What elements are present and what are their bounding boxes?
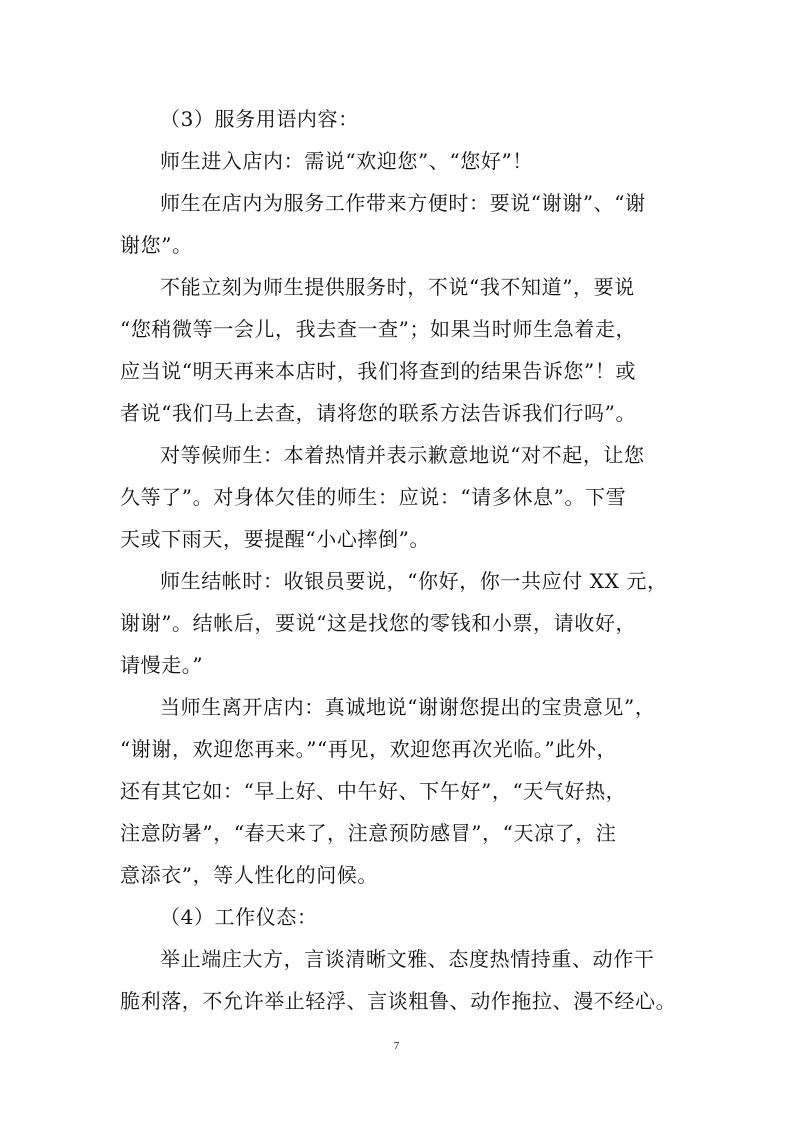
paragraph-line: 对等候师生：本着热情并表示歉意地说“对不起，让您 [160, 443, 645, 467]
paragraph-line: 还有其它如：“早上好、中午好、下午好”，“天气好热， [120, 779, 627, 803]
paragraph-line: “您稍微等一会儿，我去查一查”；如果当时师生急着走， [120, 317, 637, 341]
paragraph-line: 师生进入店内：需说“欢迎您”、“您好”！ [160, 149, 533, 173]
paragraph-line: 不能立刻为师生提供服务时，不说“我不知道”，要说 [160, 275, 635, 299]
paragraph-line: 久等了”。对身体欠佳的师生：应说：“请多休息”。下雪 [120, 485, 627, 509]
section-heading-work-demeanor: （4）工作仪态： [160, 905, 318, 929]
paragraph-line: 注意防暑”，“春天来了，注意预防感冒”，“天凉了，注 [120, 821, 617, 845]
paragraph-line: 举止端庄大方，言谈清晰文雅、态度热情持重、动作干 [160, 947, 655, 971]
paragraph-line: 请慢走。” [120, 653, 204, 677]
paragraph-line: “谢谢，欢迎您再来。”“再见，欢迎您再次光临。”此外， [120, 737, 618, 761]
paragraph-line: 师生在店内为服务工作带来方便时：要说“谢谢”、“谢 [160, 191, 646, 215]
paragraph-line: 者说“我们马上去查，请将您的联系方法告诉我们行吗”。 [120, 401, 637, 425]
paragraph-line: 脆利落，不允许举止轻浮、言谈粗鲁、动作拖拉、漫不经心。 [120, 989, 677, 1013]
paragraph-line: 师生结帐时：收银员要说，“你好，你一共应付 XX 元， [160, 569, 668, 593]
paragraph-line: 谢谢”。结帐后，要说“这是找您的零钱和小票，请收好， [120, 611, 637, 635]
paragraph-line: 意添衣”，等人性化的问候。 [120, 863, 379, 887]
paragraph-line: 应当说“明天再来本店时，我们将查到的结果告诉您”！或 [120, 359, 637, 383]
paragraph-line: 天或下雨天，要提醒“小心摔倒”。 [120, 527, 431, 551]
page-number: 7 [393, 1040, 400, 1052]
section-heading-service-language: （3）服务用语内容： [160, 107, 359, 131]
document-body [120, 98, 680, 1022]
paragraph-line: 谢您”。 [120, 233, 193, 257]
paragraph-line: 当师生离开店内：真诚地说“谢谢您提出的宝贵意见”， [160, 695, 656, 719]
